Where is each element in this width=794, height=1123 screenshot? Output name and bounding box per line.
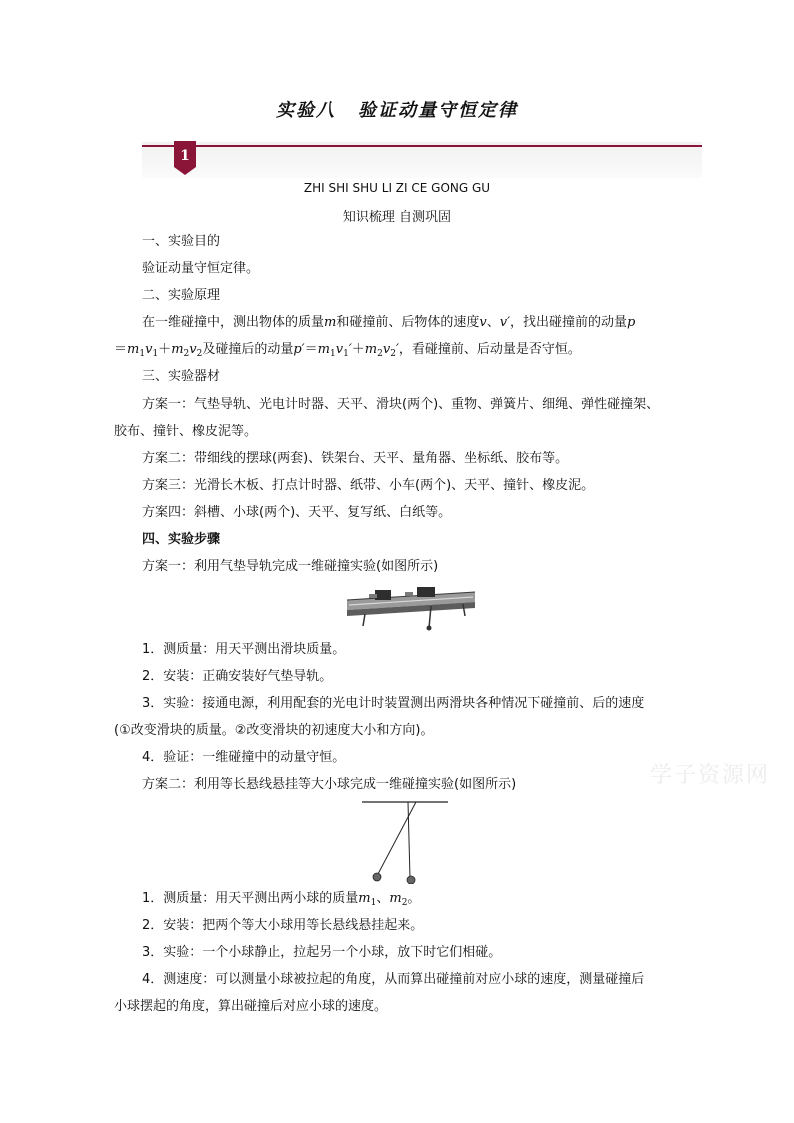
principle-eq-2: ＝ — [304, 342, 318, 357]
section-banner — [142, 142, 702, 178]
plus-sign-2: ＋ — [351, 342, 365, 357]
m2v2-prime-term: $m_2v_2'$ — [364, 342, 399, 359]
plan-2-step-4-line-2: 小球摆起的角度，算出碰撞后对应小球的速度。 — [114, 999, 388, 1014]
plan-1-step-2: 2．安装：正确安装好气垫导轨。 — [142, 669, 333, 684]
equipment-plan-2: 方案二：带细线的摆球(两套)、铁架台、天平、量角器、坐标纸、胶布等。 — [142, 451, 569, 466]
m1v1-term: $m_1v_1$ — [127, 342, 159, 359]
principle-line-2 — [114, 341, 581, 363]
plan-2-step-1 — [142, 890, 420, 912]
banner-rule — [142, 145, 702, 147]
plan-1-step-4: 4．验证：一维碰撞中的动量守恒。 — [142, 750, 346, 765]
equipment-plan-1-line-2: 胶布、撞针、橡皮泥等。 — [114, 424, 258, 439]
air-track-figure — [345, 586, 477, 632]
plan-2-intro: 方案二：利用等长悬线悬挂等大小球完成一维碰撞实验(如图所示) — [142, 777, 517, 792]
momentum-prime-symbol: p′ — [293, 342, 305, 357]
principle-text-c: ，找出碰撞前的动量 — [510, 315, 628, 330]
velocity-prime-symbol: v′ — [499, 315, 511, 330]
page-title — [0, 96, 794, 122]
principle-line-1 — [142, 314, 635, 332]
velocity-symbol: v — [479, 315, 487, 330]
plan-1-intro: 方案一：利用气垫导轨完成一维碰撞实验(如图所示) — [142, 559, 439, 574]
plan-2-step-1-end: 。 — [407, 891, 421, 906]
plan-1-step-3-line-1: 3．实验：接通电源，利用配套的光电计时装置测出两滑块各种情况下碰撞前、后的速度 — [142, 696, 645, 711]
purpose-heading: 一、实验目的 — [142, 234, 221, 249]
plan-2-sep: 、 — [376, 891, 390, 906]
section-subtitle: 知识梳理 自测巩固 — [342, 210, 452, 225]
momentum-symbol: p — [627, 315, 636, 330]
equipment-plan-3: 方案三：光滑长木板、打点计时器、纸带、小车(两个)、天平、撞针、橡皮泥。 — [142, 478, 595, 493]
principle-text-e: ，看碰撞前、后动量是否守恒。 — [398, 342, 581, 357]
title-part2: 验证动量守恒定律 — [358, 100, 518, 121]
principle-text-b: 和碰撞前、后物体的速度 — [336, 315, 480, 330]
mass-1-symbol: $m_1$ — [358, 891, 377, 908]
plan-2-step-2: 2．安装：把两个等大小球用等长悬线悬挂起来。 — [142, 918, 424, 933]
principle-eq: ＝ — [114, 342, 128, 357]
pendulum-figure — [362, 800, 448, 884]
section-pinyin: ZHI SHI SHU LI ZI CE GONG GU — [303, 181, 491, 195]
mass-2-symbol: $m_2$ — [389, 891, 408, 908]
equipment-plan-4: 方案四：斜槽、小球(两个)、天平、复写纸、白纸等。 — [142, 505, 452, 520]
principle-text-a: 在一维碰撞中，测出物体的质量 — [142, 315, 325, 330]
watermark-text: 学子资源网 — [650, 763, 771, 788]
equipment-plan-1-line-1: 方案一：气垫导轨、光电计时器、天平、滑块(两个)、重物、弹簧片、细绳、弹性碰撞架、 — [142, 397, 660, 412]
steps-heading: 四、实验步骤 — [142, 532, 221, 547]
m2v2-term: $m_2v_2$ — [171, 342, 203, 359]
m1v1-prime-term: $m_1v_1'$ — [317, 342, 352, 359]
plan-2-step-3: 3．实验：一个小球静止，拉起另一个小球，放下时它们相碰。 — [142, 945, 502, 960]
plus-sign: ＋ — [158, 342, 172, 357]
principle-text-d: 及碰撞后的动量 — [202, 342, 294, 357]
principle-sep: 、 — [486, 315, 500, 330]
equipment-heading: 三、实验器材 — [142, 369, 221, 384]
mass-symbol: m — [324, 315, 337, 330]
section-number: 1 — [180, 148, 190, 164]
plan-1-step-1: 1．测质量：用天平测出滑块质量。 — [142, 642, 346, 657]
title-part1: 实验八 — [276, 100, 336, 121]
plan-2-step-4-line-1: 4．测速度：可以测量小球被拉起的角度，从而算出碰撞前对应小球的速度，测量碰撞后 — [142, 972, 645, 987]
purpose-text: 验证动量守恒定律。 — [142, 261, 260, 276]
plan-2-step-1-text: 1．测质量：用天平测出两小球的质量 — [142, 891, 359, 906]
plan-1-step-3-line-2: (①改变滑块的质量。②改变滑块的初速度大小和方向)。 — [114, 723, 434, 738]
principle-heading: 二、实验原理 — [142, 288, 221, 303]
